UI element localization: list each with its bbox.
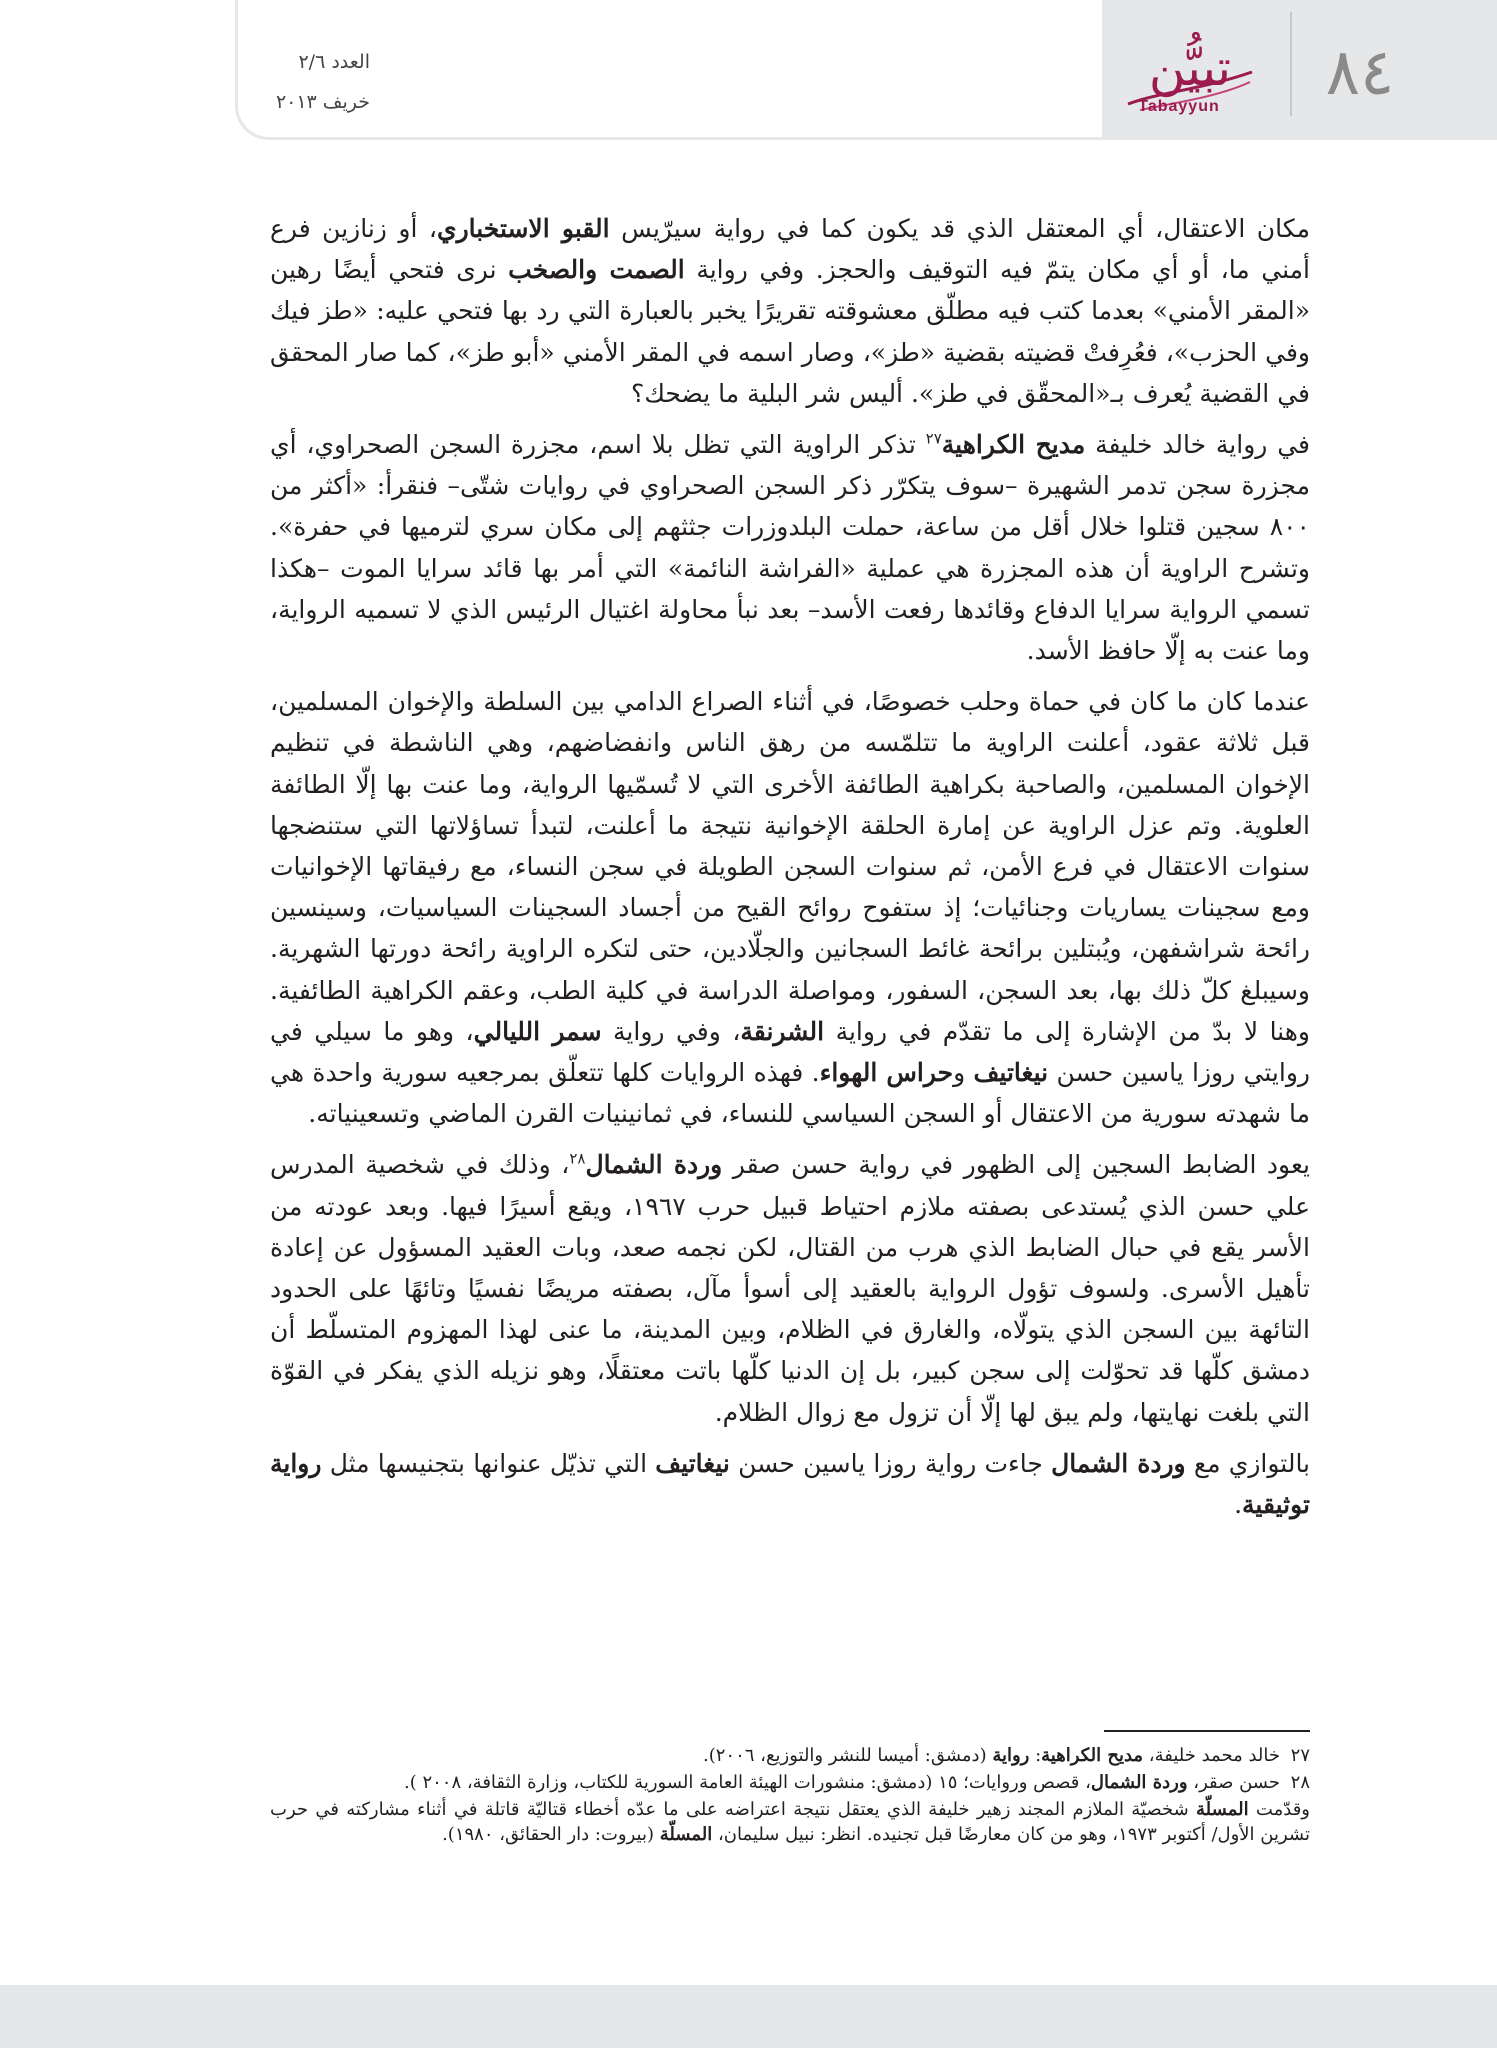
paragraph-2 — [270, 424, 1310, 671]
footnote-27 — [270, 1743, 1310, 1768]
footnote-number: ٢٧ — [1290, 1745, 1310, 1766]
novel-title: القبو الاستخباري — [437, 214, 610, 243]
text-run: التي تذيّل عنوانها بتجنيسها مثل — [321, 1448, 656, 1478]
paragraph-4 — [270, 1144, 1310, 1432]
text-run: تذكر الراوية التي تظل بلا اسم، مجزرة السجن الصحراوي، أي مجزرة سجن تدمر الشهيرة –سوف يتكرّر ذكر السجن الصحراوي في روايات شتّى– فنقرأ: «أكثر من ٨٠٠ سجين قتلوا خلال أقل من ساعة، حملت البلدوزرات جثثهم إلى مكان سري لترميها في حفرة». وتشرح الراوية أن هذه المجزرة هي عملية «الفراشة النائمة» التي أمر بها قائد سرايا الموت –هكذا تسمي الرواية سرايا الدفاع وقائدها رفعت الأسد– بعد نبأ محاولة اغتيال الرئيس الذي لا تسميه الرواية، وما عنت به إلّا حافظ الأسد. — [270, 430, 1310, 666]
cited-title: وردة الشمال — [1090, 1772, 1188, 1793]
novel-title: وردة الشمال — [1051, 1448, 1186, 1478]
text-run: ، أو زنازين فرع أمني ما، أو أي مكان يتمّ فيه التوقيف والحجز. وفي رواية — [270, 214, 1310, 285]
cited-title: المسلّة — [659, 1824, 713, 1845]
text-run: يعود الضابط السجين إلى الظهور في رواية حسن صقر — [722, 1150, 1310, 1180]
footnote-number: ٢٨ — [1290, 1772, 1310, 1793]
novel-title: نيغاتيف — [973, 1058, 1049, 1088]
text-run: حسن صقر، — [1187, 1772, 1280, 1793]
issue-number: العدد ٢/٦ — [298, 51, 370, 73]
text-run: شخصيّة الملازم المجند زهير خليفة الذي يعتقل نتيجة اعتراضه على ما عدّه أخطاء قتاليّة قاتلة في أثناء مشاركته في حرب تشرين الأول/ أكتوبر ١٩٧٣، وهو من كان معارضًا قبل تجنيده. انظر: نبيل سليمان، — [270, 1799, 1310, 1845]
text-run: وقدّمت — [1248, 1799, 1310, 1820]
paragraph-3 — [270, 681, 1310, 1134]
text-run: و — [953, 1058, 974, 1088]
footnote-28-continued — [270, 1797, 1310, 1847]
text-run: ، وفي رواية — [601, 1016, 741, 1046]
novel-title: وردة الشمال — [585, 1150, 723, 1180]
text-run: خالد محمد خليفة، — [1143, 1745, 1280, 1766]
text-run: ، وهو ما سيلي في روايتي روزا ياسين حسن — [270, 1016, 1310, 1088]
novel-title: سمر الليالي — [473, 1016, 602, 1046]
journal-logo — [1120, 32, 1260, 132]
cited-title: رواية — [992, 1745, 1030, 1766]
text-run: في رواية خالد خليفة — [1085, 430, 1310, 460]
text-run: (دمشق: أميسا للنشر والتوزيع، ٢٠٠٦). — [702, 1745, 993, 1766]
header-divider — [1290, 12, 1292, 116]
cited-title: المسلّة — [1196, 1799, 1249, 1820]
logo-latin-text: Tabayyun — [1138, 98, 1220, 115]
text-run: جاءت رواية روزا ياسين حسن — [729, 1448, 1052, 1478]
footnote-ref[interactable]: ٢٨ — [569, 1150, 586, 1169]
article-body — [270, 208, 1310, 1535]
paragraph-5 — [270, 1443, 1310, 1525]
footer-band — [0, 1985, 1497, 2048]
footnotes — [270, 1743, 1310, 1849]
paragraph-1 — [270, 208, 1310, 414]
page-number: ٨٤ — [1325, 36, 1395, 110]
text-run: . فهذه الروايات كلها تتعلّق بمرجعيه سورية واحدة هي ما شهدته سورية من الاعتقال أو السجن السياسي للنساء، في ثمانينيات القرن الماضي وتسعينياته. — [270, 1058, 1310, 1129]
footnote-separator — [1104, 1730, 1310, 1732]
footnote-28 — [270, 1770, 1310, 1795]
novel-title: رواية توثيقية — [270, 1448, 1310, 1520]
text-run: ، وذلك في شخصية المدرس علي حسن الذي يُستدعى بصفته ملازم احتياط قبيل حرب ١٩٦٧، ويقع أسيرًا فيها. وبعد عودته من الأسر يقع في حبال الضابط الذي هرب من القتال، لكن نجمه صعد، وبات العقيد المسؤول عن إعادة تأهيل الأسرى. ولسوف تؤول الرواية بالعقيد إلى أسوأ مآل، بصفته مريضًا نفسيًا وتائهًا على الحدود التائهة بين السجن الذي يتولّاه، والغارق في الظلام، وبين المدينة، ما عنى لهذا المهزوم المتسلّط أن دمشق كلّها قد تحوّلت إلى سجن كبير، بل إن الدنيا كلّها باتت معتقلًا، وهو نزيله الذي يفكر في القوّة التي بلغت نهايتها، ولم يبق لها إلّا أن تزول مع زوال الظلام. — [270, 1150, 1310, 1427]
text-run: عندما كان ما كان في حماة وحلب خصوصًا، في أثناء الصراع الدامي بين السلطة والإخوان المسلمين، قبل ثلاثة عقود، أعلنت الراوية ما تتلمّسه من رهق الناس وانفضاضهم، وهي الناشطة في تنظيم الإخوان المسلمين، والصاحبة بكراهية الطائفة الأخرى التي لا تُسمّيها الرواية، وما عنت بها إلّا الطائفة العلوية. وتم عزل الراوية عن إمارة الحلقة الإخوانية نتيجة ما أعلنت، لتبدأ تساؤلاتها التي ستنضجها سنوات الاعتقال في فرع الأمن، ثم سنوات السجن الطويلة في سجن النساء، مع رفيقاتها الإخوانيات ومع سجينات يساريات وجنائيات؛ إذ ستفوح روائح القيح من أجساد السجينات السياسيات، وسينسين رائحة شراشفهن، ويُبتلين برائحة غائط السجانين والجلّادين، حتى لتكره الراوية رائحة دورتها الشهرية. وسيبلغ كلّ ذلك بها، بعد السجن، السفور، ومواصلة الدراسة في كلية الطب، وعقم الكراهية الطائفية. وهنا لا بدّ من الإشارة إلى ما تقدّم في رواية — [270, 687, 1310, 1046]
novel-title: نيغاتيف — [655, 1448, 730, 1478]
cited-title: مديح الكراهية — [1041, 1745, 1144, 1766]
text-run: . — [1234, 1490, 1243, 1520]
text-run: : — [1029, 1745, 1042, 1766]
text-run: بالتوازي مع — [1185, 1448, 1311, 1478]
logo-arabic-text: تبيُّن — [1148, 39, 1232, 97]
novel-title: الصمت والصخب — [508, 255, 685, 285]
text-run: (بيروت: دار الحقائق، ١٩٨٠). — [442, 1824, 660, 1845]
issue-info — [270, 42, 370, 122]
novel-title: حراس الهواء — [819, 1058, 954, 1088]
text-run: مكان الاعتقال، أي المعتقل الذي قد يكون كما في رواية سيرّيس — [609, 214, 1310, 243]
text-run: ، قصص وروايات؛ ١٥ (دمشق: منشورات الهيئة العامة السورية للكتاب، وزارة الثقافة، ٢٠٠٨ ). — [404, 1772, 1091, 1793]
footnote-ref[interactable]: ٢٧ — [925, 429, 942, 448]
novel-title: الشرنقة — [740, 1016, 825, 1046]
issue-season: خريف ٢٠١٣ — [275, 91, 370, 113]
novel-title: مديح الكراهية — [941, 430, 1086, 460]
text-run: نرى فتحي أيضًا رهين «المقر الأمني» بعدما كتب فيه مطلّق معشوقته تقريرًا يخبر بالعبارة التي رد بها فتحي عليه: «طز فيك وفي الحزب»، فعُرِفتْ قضيته بقضية «طز»، وصار اسمه في المقر الأمني «أبو طز»، كما صار المحقق في القضية يُعرف بـ«المحقّق في طز». أليس شر البلية ما يضحك؟ — [270, 255, 1310, 408]
